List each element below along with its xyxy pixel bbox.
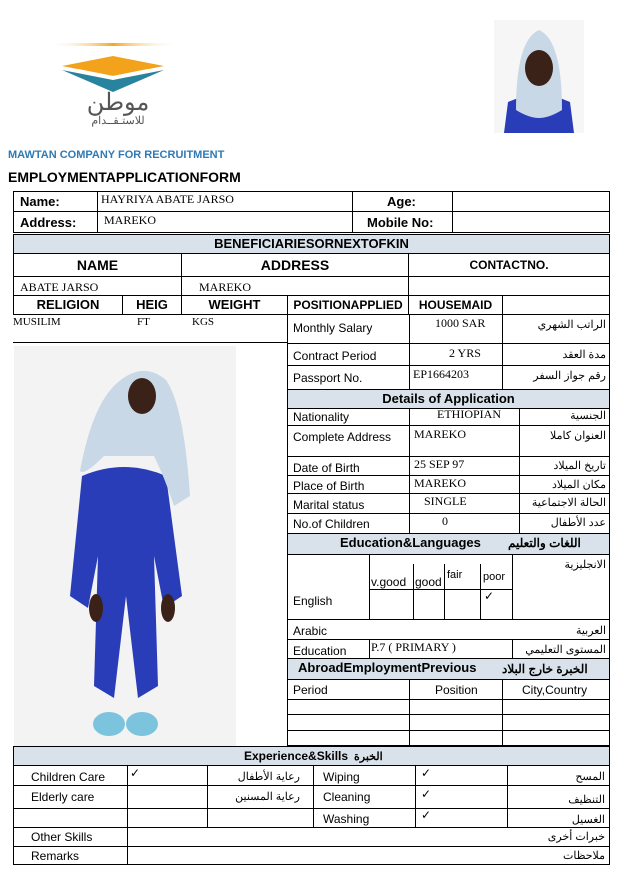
position-value: HOUSEMAID (418, 298, 493, 312)
children-arabic: عدد الأطفال (550, 517, 606, 529)
salary-value[interactable]: 1000 SAR (435, 316, 486, 330)
abroad-section-header (287, 658, 610, 680)
pob-arabic: مكان الميلاد (551, 479, 606, 491)
dob-arabic: تاريخ الميلاد (553, 460, 606, 472)
marital-label: Marital status (293, 498, 365, 512)
contract-arabic: مدة العقد (562, 349, 606, 361)
edu-col-divider-levels (369, 554, 370, 619)
skills-section-header (13, 746, 610, 766)
position-value-cell (408, 295, 503, 315)
abroad-section-title: AbroadEmploymentPrevious (298, 660, 477, 675)
passport-value[interactable]: EP1664203 (413, 367, 470, 381)
marital-arabic: الحالة الاجتماعية (531, 497, 606, 509)
english-poor-check[interactable]: ✓ (484, 589, 495, 603)
pob-label: Place of Birth (293, 479, 365, 493)
weight-header (181, 295, 288, 315)
level-poor: poor (483, 571, 506, 583)
mobile-label: Mobile No: (367, 215, 434, 230)
skills-col-divider-3 (313, 765, 314, 827)
details-table (287, 408, 610, 534)
weight-value: KGS (192, 316, 215, 328)
elderly-care-label: Elderly care (31, 790, 95, 804)
kin-section-header (13, 234, 610, 254)
abroad-section-title-arabic: الخبرة خارج البلاد (502, 662, 588, 676)
form-title: EMPLOYMENTAPPLICATIONFORM (8, 169, 241, 185)
children-care-label: Children Care (31, 770, 106, 784)
height-header (122, 295, 182, 315)
contract-value[interactable]: 2 YRS (449, 346, 481, 360)
remarks-arabic: ملاحظات (563, 850, 605, 862)
abroad-col-divider-2 (502, 679, 503, 746)
marital-value[interactable]: SINGLE (424, 494, 467, 508)
attr-values-divider (13, 342, 288, 343)
complete-address-arabic: العنوان كاملا (550, 430, 606, 442)
level-fair: fair (447, 569, 463, 581)
pob-value[interactable]: MAREKO (414, 476, 467, 490)
job-table (287, 314, 610, 390)
nationality-arabic: الجنسية (570, 410, 606, 422)
abroad-period-header: Period (293, 683, 328, 697)
abroad-row-divider-3 (287, 730, 610, 731)
address-label: Address: (20, 215, 77, 230)
washing-arabic: الغسيل (571, 814, 605, 826)
name-label: Name: (20, 194, 60, 209)
religion-header (13, 295, 123, 315)
english-label: English (293, 594, 333, 608)
address-label-cell (13, 211, 98, 233)
wiping-arabic: المسح (575, 771, 605, 783)
kin-section-title: BENEFICIARIESORNEXTOFKIN (214, 236, 409, 251)
education-section-header (287, 533, 610, 555)
children-care-arabic: رعاية الأطفال (237, 771, 300, 783)
height-value: FT (137, 316, 150, 328)
mobile-label-cell (352, 211, 453, 233)
education-arabic: المستوى التعليمي (525, 644, 606, 656)
complete-address-label: Complete Address (293, 430, 392, 444)
kin-name-value: ABATE JARSO (20, 280, 99, 294)
kin-name-field[interactable] (13, 276, 182, 296)
education-label: Education (293, 644, 347, 658)
education-value[interactable]: P.7 ( PRIMARY ) (371, 640, 456, 654)
details-section-title: Details of Application (382, 391, 515, 406)
details-row-divider-5 (287, 513, 610, 514)
salary-arabic: الراتب الشهري (537, 319, 606, 331)
passport-arabic: رقم جواز السفر (533, 370, 606, 382)
abroad-row-divider-1 (287, 699, 610, 700)
person-full-body-icon (14, 346, 236, 746)
kin-name-header (13, 253, 182, 277)
name-value: HAYRIYA ABATE JARSO (101, 192, 234, 206)
job-col-divider-2 (502, 314, 503, 390)
age-label-cell (352, 191, 453, 212)
abroad-position-header: Position (435, 683, 478, 697)
age-label: Age: (387, 194, 416, 209)
arabic-label: Arabic (293, 624, 328, 638)
logo-arabic-name: موطن (86, 89, 150, 116)
age-field[interactable] (452, 191, 610, 212)
details-section-header (287, 389, 610, 409)
position-blank-cell (502, 295, 610, 315)
abroad-row-divider-2 (287, 714, 610, 715)
logo-arabic-subtitle: للاستـقــدام (91, 115, 145, 127)
company-name: MAWTAN COMPANY FOR RECRUITMENT (8, 149, 225, 161)
edu-col-divider-good (413, 564, 414, 619)
address-value: MAREKO (104, 213, 157, 227)
edu-row-divider-1 (287, 619, 610, 620)
wiping-label: Wiping (323, 770, 360, 784)
skills-section-title-arabic: الخبرة (354, 751, 383, 763)
job-row-divider-2 (287, 365, 610, 366)
skills-row-divider-3 (13, 827, 610, 828)
skills-section-title: Experience&Skills (244, 749, 349, 763)
other-skills-label: Other Skills (31, 830, 93, 844)
english-arabic: الانجليزية (564, 559, 606, 571)
skills-row-divider-2 (13, 808, 610, 809)
name-label-cell (13, 191, 98, 212)
kin-address-header (181, 253, 409, 277)
skills-col-divider-1 (127, 765, 128, 865)
other-skills-arabic: خبرات أخرى (547, 831, 605, 843)
details-col-divider-1 (409, 408, 410, 534)
mobile-field[interactable] (452, 211, 610, 233)
passport-label: Passport No. (293, 371, 363, 385)
cleaning-arabic: التنظيف (568, 794, 605, 806)
washing-label: Washing (323, 812, 370, 826)
children-value[interactable]: 0 (442, 514, 448, 528)
kin-contact-field[interactable] (408, 276, 610, 296)
skills-table (13, 765, 610, 865)
arabic-arabic: العربية (575, 625, 606, 637)
address-field[interactable] (97, 211, 353, 233)
passport-photo (494, 20, 584, 133)
salary-label: Monthly Salary (293, 321, 373, 335)
name-field[interactable] (97, 191, 353, 212)
level-good: good (415, 575, 442, 589)
abroad-table (287, 679, 610, 746)
kin-contact-header-text: CONTACTNO. (469, 258, 549, 272)
religion-value: MUSILIM (13, 316, 61, 328)
education-section-title: Education&Languages (340, 535, 481, 550)
edu-col-divider-poor (480, 564, 481, 619)
job-col-divider-1 (409, 314, 410, 390)
complete-address-value[interactable]: MAREKO (414, 427, 467, 441)
person-portrait-icon (494, 20, 584, 133)
cleaning-check[interactable]: ✓ (421, 787, 432, 801)
religion-header-text: RELIGION (36, 297, 100, 312)
education-section-title-arabic: اللغات والتعليم (508, 536, 581, 550)
skills-row-divider-4 (13, 846, 610, 847)
contract-label: Contract Period (293, 349, 377, 363)
children-label: No.of Children (293, 517, 370, 531)
job-row-divider-1 (287, 343, 610, 344)
skills-col-divider-2 (207, 765, 208, 827)
details-row-divider-1 (287, 425, 610, 426)
cleaning-label: Cleaning (323, 790, 371, 804)
nationality-value[interactable]: ETHIOPIAN (437, 407, 501, 421)
skills-col-divider-4 (415, 765, 416, 827)
details-col-divider-2 (519, 408, 520, 534)
edu-col-divider-fair (444, 564, 445, 619)
abroad-col-divider-1 (409, 679, 410, 746)
nationality-label: Nationality (293, 410, 350, 424)
kin-address-header-text: ADDRESS (260, 257, 330, 273)
position-header (287, 295, 409, 315)
abroad-location-header: City,Country (522, 683, 588, 697)
kin-address-field[interactable] (181, 276, 409, 296)
position-header-text: POSITIONAPPLIED (293, 298, 403, 312)
full-body-photo (14, 346, 236, 746)
remarks-label: Remarks (31, 849, 80, 863)
height-header-text: HEIG (136, 297, 168, 312)
company-logo (48, 40, 178, 128)
kin-name-header-text: NAME (76, 257, 119, 273)
dob-value[interactable]: 25 SEP 97 (414, 457, 465, 471)
kin-contact-header (408, 253, 610, 277)
elderly-care-arabic: رعاية المسنين (235, 791, 300, 803)
skills-row-divider-1 (13, 785, 610, 786)
washing-check[interactable]: ✓ (421, 808, 432, 822)
edu-col-divider-right (512, 554, 513, 619)
dob-label: Date of Birth (293, 461, 360, 475)
children-care-check[interactable]: ✓ (130, 766, 141, 780)
education-table (287, 554, 610, 662)
level-vgood: v.good (371, 575, 407, 589)
weight-header-text: WEIGHT (208, 297, 261, 312)
skills-col-divider-5 (507, 765, 508, 827)
wiping-check[interactable]: ✓ (421, 766, 432, 780)
kin-address-value: MAREKO (199, 280, 252, 294)
